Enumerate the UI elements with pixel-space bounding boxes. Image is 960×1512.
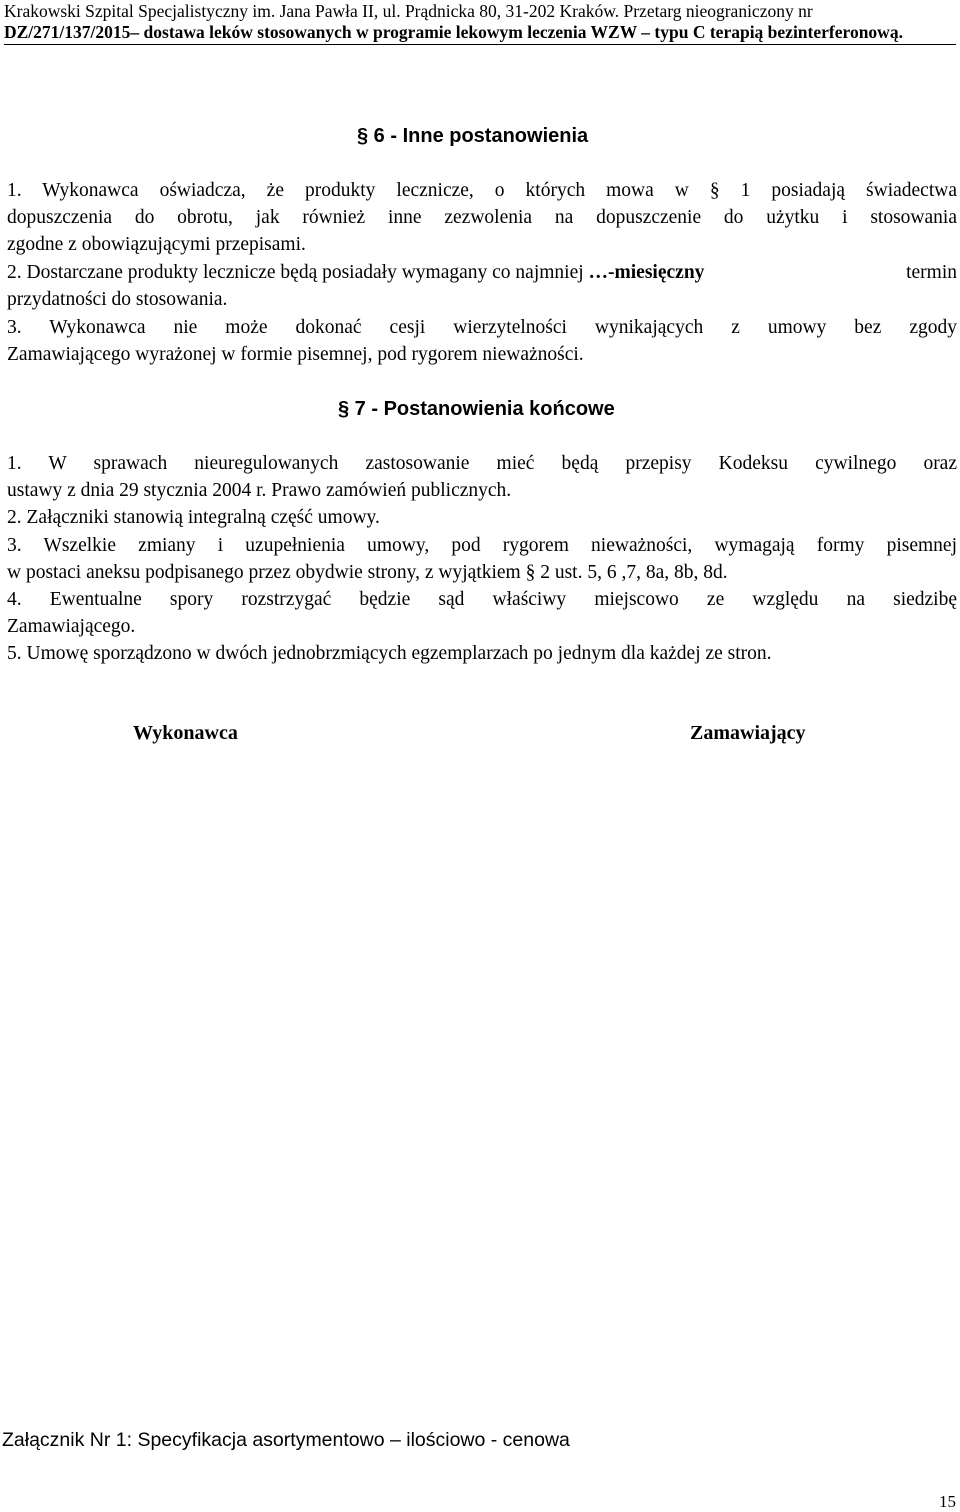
text-run: 2. Dostarczane produkty lecznicze będą posiadały wymagany co najmniej (7, 262, 589, 283)
text-line: ustawy z dnia 29 stycznia 2004 r. Prawo zamówień publicznych. (7, 480, 512, 502)
text-line: dopuszczenia do obrotu, jak również inne zezwolenia na dopuszczenie do użytku i stosowania (7, 207, 957, 229)
text-line: 1. W sprawach nieuregulowanych zastosowanie mieć będą przepisy Kodeksu cywilnego oraz (7, 453, 957, 474)
text-line: 4. Ewentualne spory rozstrzygać będzie sąd właściwy miejscowo ze względu na siedzibę (7, 589, 957, 611)
text-run (7, 259, 704, 286)
document-header (4, 1, 956, 45)
section-6-item-3 (7, 314, 957, 368)
text-line: przydatności do stosowania. (7, 289, 228, 311)
text-line: Zamawiającego. (7, 616, 136, 638)
text-line: 1. Wykonawca oświadcza, że produkty lecznicze, o których mowa w § 1 posiadają świadectwa (7, 180, 957, 201)
text-line: 5. Umowę sporządzono w dwóch jednobrzmiących egzemplarzach po jednym dla każdej ze stron. (7, 643, 772, 665)
signature-contractor: Wykonawca (133, 722, 238, 744)
header-line-1: Krakowski Szpital Specjalistyczny im. Jana Pawła II, ul. Prądnicka 80, 31-202 Kraków. Przetarg nieograniczony nr (4, 1, 813, 21)
page-number: 15 (939, 1492, 956, 1511)
text-line: Zamawiającego wyrażonej w formie pisemnej, pod rygorem nieważności. (7, 344, 584, 366)
text-line: 2. Załączniki stanowią integralną część umowy. (7, 507, 380, 529)
text-run: termin (906, 262, 957, 283)
attachment-title: Załącznik Nr 1: Specyfikacja asortymentowo – ilościowo - cenowa (2, 1429, 570, 1451)
section-7-title: § 7 - Postanowienia końcowe (338, 398, 615, 420)
header-line-2: DZ/271/137/2015– dostawa leków stosowanych w programie lekowym leczenia WZW – typu C terapią bezinterferonową. (4, 22, 903, 42)
text-line: 3. Wszelkie zmiany i uzupełnienia umowy, pod rygorem nieważności, wymagają formy pisemnej (7, 534, 957, 556)
months-blank: …-miesięczny (588, 262, 705, 283)
signature-client: Zamawiający (690, 722, 806, 744)
text-line: zgodne z obowiązującymi przepisami. (7, 234, 306, 256)
text-line (7, 259, 957, 286)
section-6-title: § 6 - Inne postanowienia (357, 125, 589, 147)
text-line: 3. Wykonawca nie może dokonać cesji wierzytelności wynikających z umowy bez zgody (7, 317, 957, 338)
section-6-item-2 (7, 259, 957, 313)
section-6-item-1 (7, 177, 957, 259)
text-line: w postaci aneksu podpisanego przez obydwie strony, z wyjątkiem § 2 ust. 5, 6 ,7, 8a, 8b, 8d. (7, 561, 728, 583)
section-7-items (7, 450, 957, 668)
